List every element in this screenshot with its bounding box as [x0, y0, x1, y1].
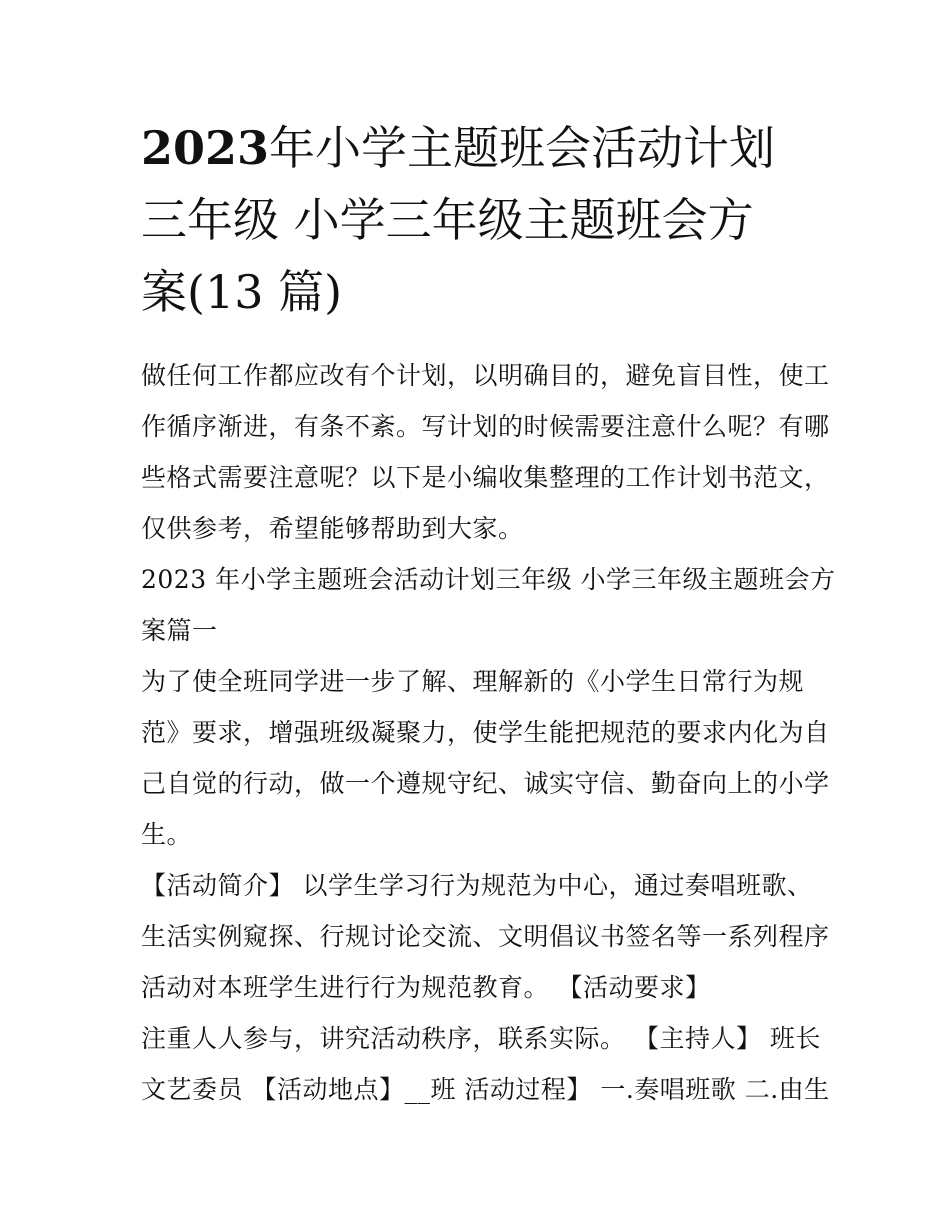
- document-content: [141, 112, 836, 1115]
- title-line-1-text: 年小学主题班会活动计划: [269, 121, 776, 175]
- section-heading-line: 案篇一: [141, 616, 218, 645]
- body-line: 注重人人参与，讲究活动秩序，联系实际。 【主持人】 班长: [141, 1024, 821, 1053]
- body-line: 为了使全班同学进一步了解、理解新的《小学生日常行为规: [141, 667, 805, 696]
- title-year: 2023: [141, 121, 270, 175]
- body-line: 文艺委员 【活动地点】__班 活动过程】 一.奏唱班歌 二.由生: [141, 1075, 830, 1104]
- body-line: 【活动简介】 以学生学习行为规范为中心，通过奏唱班歌、: [141, 871, 813, 900]
- body-line: 些格式需要注意呢？以下是小编收集整理的工作计划书范文，: [141, 463, 830, 492]
- body-line: 范》要求，增强班级凝聚力，使学生能把规范的要求内化为自: [141, 718, 830, 747]
- title-line-3: 案(13 篇): [141, 265, 343, 319]
- document-title: [141, 112, 813, 328]
- body-line: 做任何工作都应改有个计划，以明确目的，避免盲目性，使工: [141, 361, 830, 390]
- body-line: 活动对本班学生进行行为规范教育。 【活动要求】: [141, 973, 711, 1002]
- title-line-2: 三年级 小学三年级主题班会方: [141, 193, 754, 247]
- body-line: 己自觉的行动，做一个遵规守纪、诚实守信、勤奋向上的小学: [141, 769, 830, 798]
- body-line: 生。: [141, 820, 193, 849]
- body-line: 生活实例窥探、行规讨论交流、文明倡议书签名等一系列程序: [141, 922, 830, 951]
- body-line: 作循序渐进，有条不紊。写计划的时候需要注意什么呢？有哪: [141, 412, 830, 441]
- title-line-1: [141, 112, 813, 184]
- body-line: 仅供参考，希望能够帮助到大家。: [141, 514, 524, 543]
- document-body: [141, 350, 836, 1115]
- section-heading-line: 2023 年小学主题班会活动计划三年级 小学三年级主题班会方: [141, 565, 836, 594]
